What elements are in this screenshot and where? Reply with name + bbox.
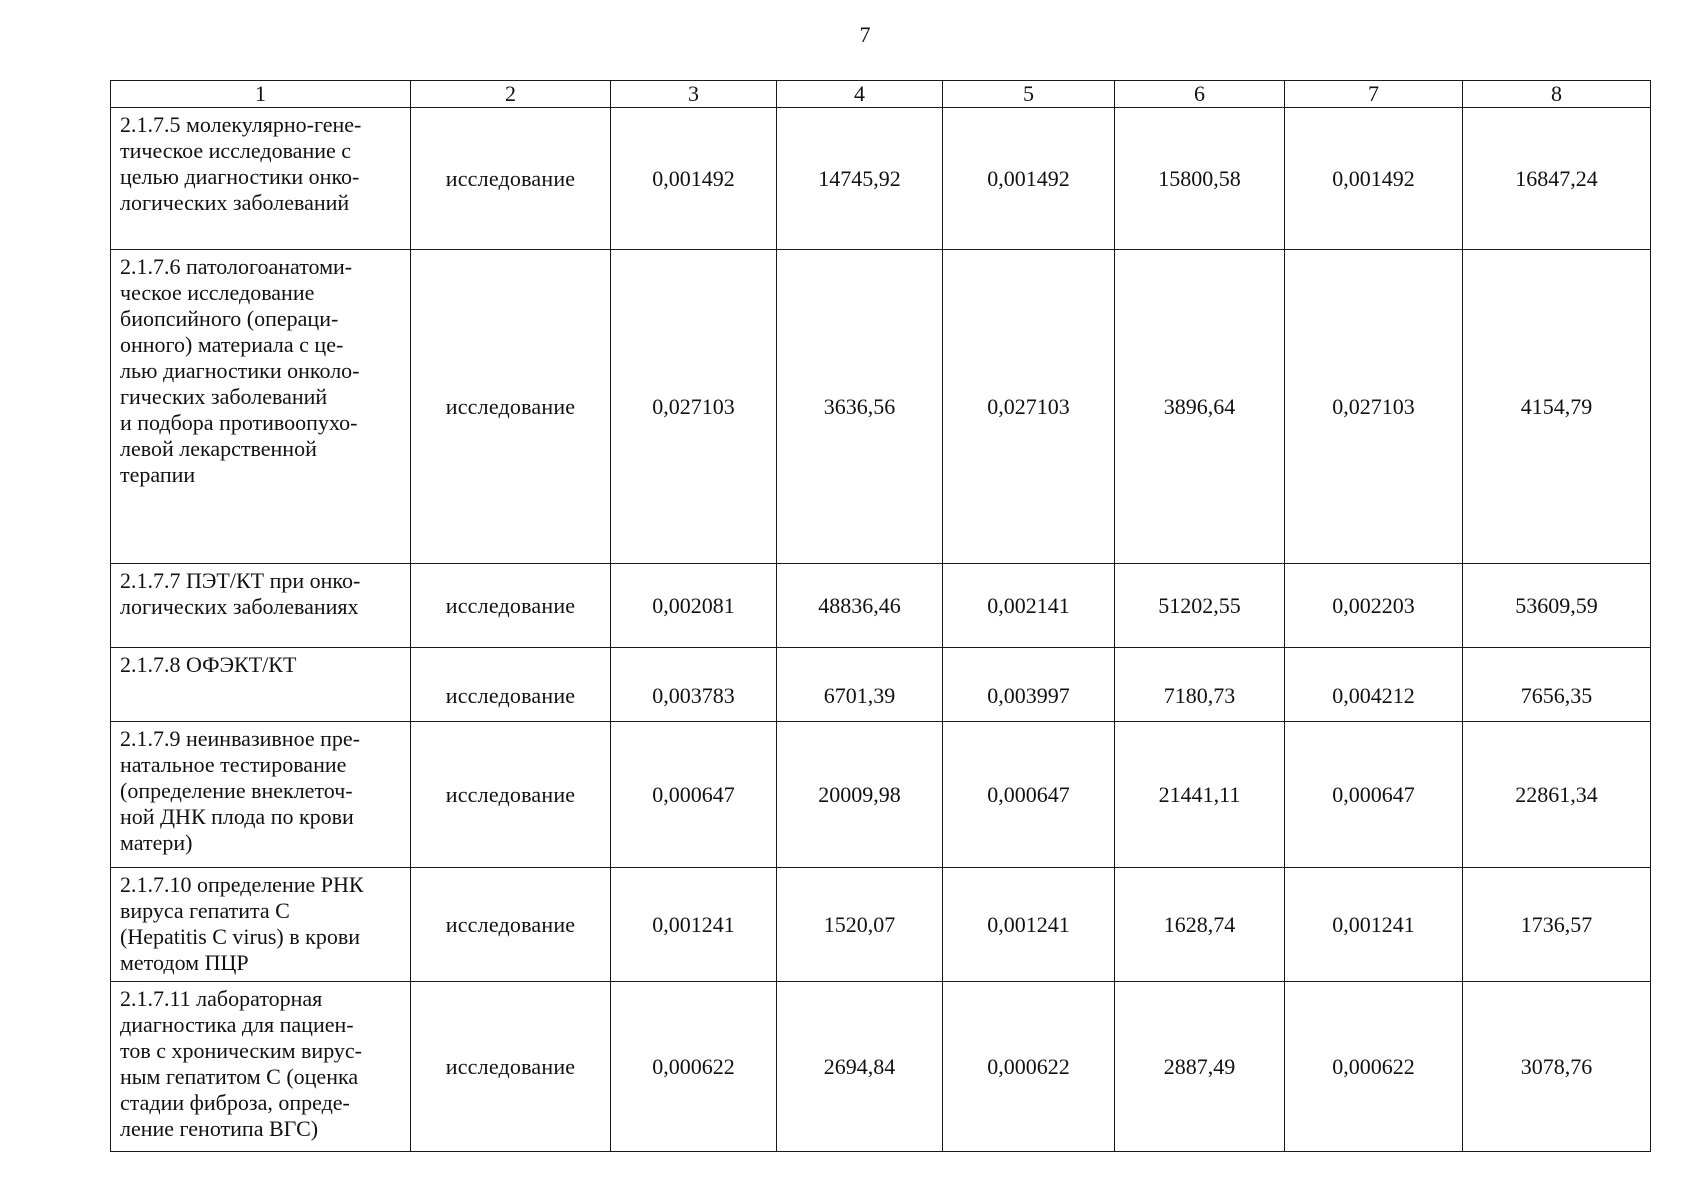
- value-cell: 3896,64: [1115, 250, 1285, 564]
- table-row: [111, 648, 1651, 722]
- service-description: 2.1.7.8 ОФЭКТ/КТ: [111, 648, 411, 722]
- value-cell: 22861,34: [1463, 722, 1651, 868]
- value-cell: 1736,57: [1463, 868, 1651, 982]
- value-cell: 21441,11: [1115, 722, 1285, 868]
- column-number: 8: [1463, 81, 1651, 108]
- unit-cell: исследование: [411, 564, 611, 648]
- value-cell: 53609,59: [1463, 564, 1651, 648]
- column-number: 7: [1285, 81, 1463, 108]
- value-cell: 0,000647: [943, 722, 1115, 868]
- value-cell: 20009,98: [777, 722, 943, 868]
- value-cell: 0,027103: [611, 250, 777, 564]
- value-cell: 0,002141: [943, 564, 1115, 648]
- service-description: 2.1.7.6 патологоанатоми- ческое исследование биопсийного (операци- онного) материала с це- лью диагностики онколо- гических заболеваний и подбора противоопухо- левой лекарственной терапии: [111, 250, 411, 564]
- value-cell: 0,000647: [611, 722, 777, 868]
- value-cell: 7656,35: [1463, 648, 1651, 722]
- value-cell: 0,001492: [611, 108, 777, 250]
- value-cell: 0,004212: [1285, 648, 1463, 722]
- table-row: [111, 722, 1651, 868]
- value-cell: 0,002203: [1285, 564, 1463, 648]
- value-cell: 0,001492: [1285, 108, 1463, 250]
- unit-cell: исследование: [411, 108, 611, 250]
- value-cell: 0,000647: [1285, 722, 1463, 868]
- value-cell: 0,003997: [943, 648, 1115, 722]
- value-cell: 0,003783: [611, 648, 777, 722]
- table-row: [111, 250, 1651, 564]
- value-cell: 0,000622: [943, 982, 1115, 1152]
- value-cell: 14745,92: [777, 108, 943, 250]
- value-cell: 0,027103: [943, 250, 1115, 564]
- column-number: 3: [611, 81, 777, 108]
- column-number-row: [111, 81, 1651, 108]
- column-number: 2: [411, 81, 611, 108]
- table-row: [111, 868, 1651, 982]
- value-cell: 0,002081: [611, 564, 777, 648]
- value-cell: 2887,49: [1115, 982, 1285, 1152]
- column-number: 5: [943, 81, 1115, 108]
- value-cell: 15800,58: [1115, 108, 1285, 250]
- column-number: 4: [777, 81, 943, 108]
- value-cell: 51202,55: [1115, 564, 1285, 648]
- table-row: [111, 108, 1651, 250]
- value-cell: 6701,39: [777, 648, 943, 722]
- tariff-table: [110, 80, 1651, 1152]
- column-number: 6: [1115, 81, 1285, 108]
- value-cell: 1520,07: [777, 868, 943, 982]
- value-cell: 0,001241: [611, 868, 777, 982]
- service-description: 2.1.7.9 неинвазивное пре- натальное тестирование (определение внеклеточ- ной ДНК плода по крови матери): [111, 722, 411, 868]
- service-description: 2.1.7.10 определение РНК вируса гепатита С (Hepatitis C virus) в крови методом ПЦР: [111, 868, 411, 982]
- value-cell: 4154,79: [1463, 250, 1651, 564]
- value-cell: 0,001241: [943, 868, 1115, 982]
- unit-cell: исследование: [411, 868, 611, 982]
- value-cell: 1628,74: [1115, 868, 1285, 982]
- table-row: [111, 564, 1651, 648]
- unit-cell: исследование: [411, 982, 611, 1152]
- unit-cell: исследование: [411, 250, 611, 564]
- page-number: 7: [859, 22, 871, 47]
- unit-cell: исследование: [411, 648, 611, 722]
- value-cell: 7180,73: [1115, 648, 1285, 722]
- value-cell: 3078,76: [1463, 982, 1651, 1152]
- value-cell: 0,027103: [1285, 250, 1463, 564]
- column-number: 1: [111, 81, 411, 108]
- unit-cell: исследование: [411, 722, 611, 868]
- value-cell: 3636,56: [777, 250, 943, 564]
- table-row: [111, 982, 1651, 1152]
- value-cell: 2694,84: [777, 982, 943, 1152]
- value-cell: 0,001241: [1285, 868, 1463, 982]
- value-cell: 48836,46: [777, 564, 943, 648]
- value-cell: 0,000622: [1285, 982, 1463, 1152]
- service-description: 2.1.7.7 ПЭТ/КТ при онко- логических заболеваниях: [111, 564, 411, 648]
- value-cell: 16847,24: [1463, 108, 1651, 250]
- service-description: 2.1.7.5 молекулярно-гене- тическое исследование с целью диагностики онко- логических заболеваний: [111, 108, 411, 250]
- value-cell: 0,001492: [943, 108, 1115, 250]
- value-cell: 0,000622: [611, 982, 777, 1152]
- service-description: 2.1.7.11 лабораторная диагностика для пациен- тов с хроническим вирус- ным гепатитом С (оценка стадии фиброза, опреде- ление генотипа ВГС): [111, 982, 411, 1152]
